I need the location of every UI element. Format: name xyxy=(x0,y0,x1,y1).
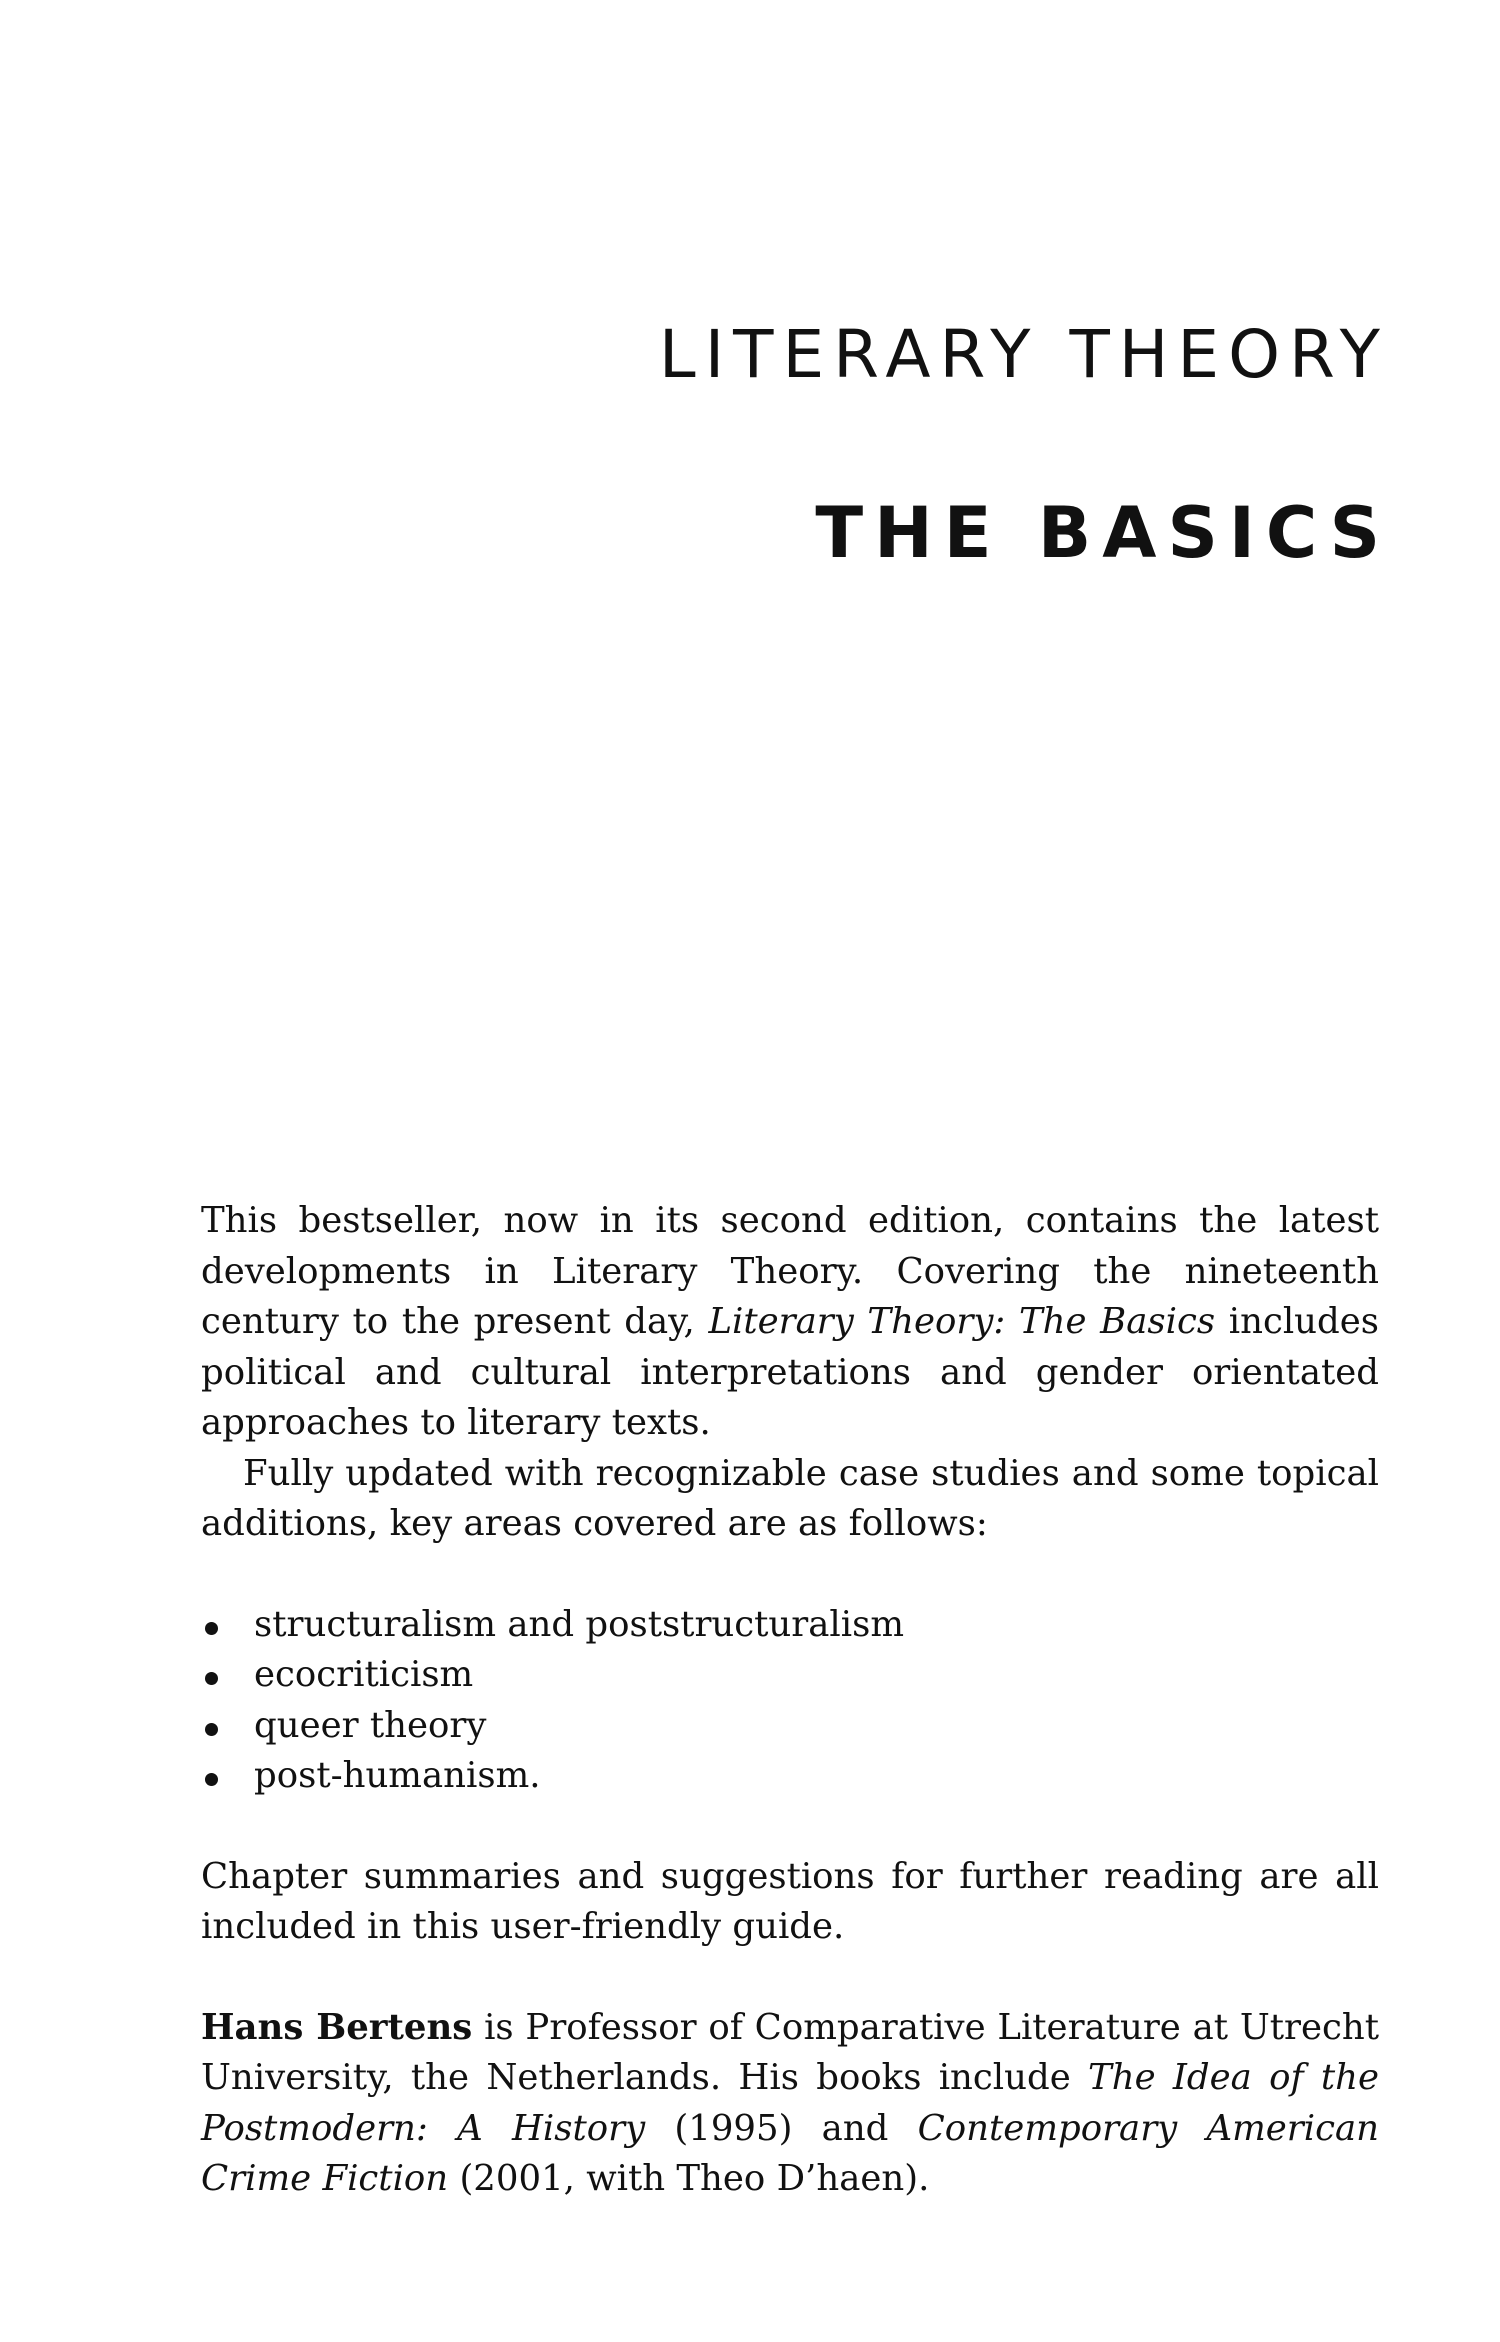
coverage-paragraph: Fully updated with recognizable case studies and some topical additions, key areas covered are as follows: xyxy=(201,1452,1379,1544)
title-block xyxy=(658,315,1391,574)
book-title: THE BASICS xyxy=(815,492,1391,574)
list-item xyxy=(201,1600,1379,1651)
list-item-text: post-humanism. xyxy=(254,1755,541,1796)
intro-book-title: Literary Theory: The Basics xyxy=(708,1301,1216,1342)
intro-paragraph xyxy=(201,1196,1379,1449)
author-bio xyxy=(201,2003,1379,2205)
author-book-1: The Idea of the Postmodern: A History xyxy=(201,2057,1379,2149)
author-book-2: Contemporary American Crime Fiction xyxy=(201,2107,1380,2199)
author-bio-text-3: (2001, with Theo D’haen). xyxy=(448,2158,930,2199)
summary-paragraph: Chapter summaries and suggestions for further reading are all included in this user-friendly guide. xyxy=(201,1855,1379,1947)
list-item-text: queer theory xyxy=(254,1704,487,1746)
author-name: Hans Bertens xyxy=(201,2006,473,2048)
bullet-icon xyxy=(205,1773,218,1786)
series-title: LITERARY THEORY xyxy=(658,316,1389,393)
list-item xyxy=(201,1701,1379,1752)
bullet-icon xyxy=(205,1672,218,1685)
list-item xyxy=(201,1751,1379,1802)
topics-list xyxy=(201,1600,1379,1802)
list-item xyxy=(201,1650,1379,1701)
intro-text-end: includes political and cultural interpretations and gender orientated approaches to literary texts. xyxy=(201,1301,1379,1443)
bullet-icon xyxy=(205,1723,218,1736)
author-bio-text-1: is Professor of Comparative Literature at Utrecht University, the Netherlands. His books include xyxy=(201,2006,1379,2098)
list-item-text: structuralism and poststructuralism xyxy=(254,1603,905,1645)
author-bio-text-2: (1995) and xyxy=(645,2107,918,2149)
bullet-icon xyxy=(205,1622,218,1635)
back-cover-blurb xyxy=(201,1196,1379,2205)
list-item-text: ecocriticism xyxy=(254,1654,474,1695)
intro-text-start: This bestseller, now in its second edition, contains the latest developments in Literary Theory. Covering the nineteenth century to the present day, xyxy=(201,1200,1379,1342)
